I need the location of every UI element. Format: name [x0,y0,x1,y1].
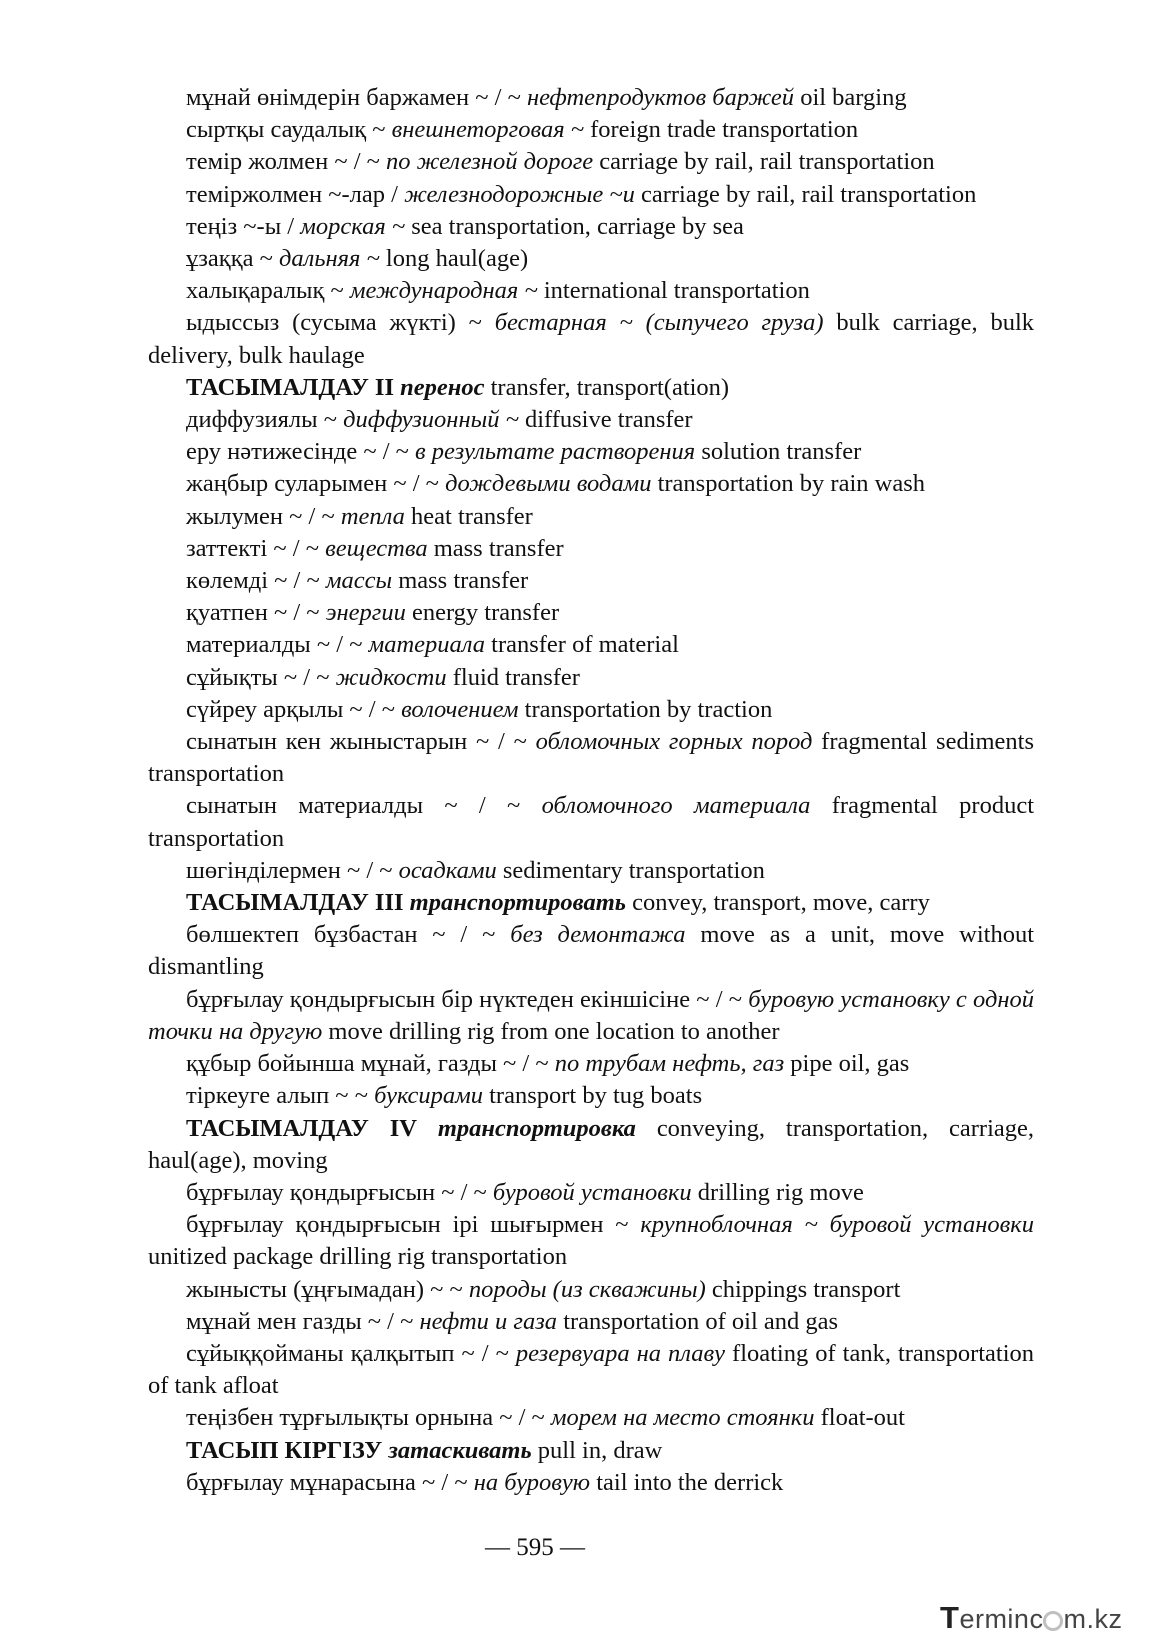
english-term: transportation by traction [524,695,773,723]
headword-entry [148,372,1034,404]
english-term: drilling rig move [697,1178,864,1206]
kazakh-term: мұнай өнімдерін баржамен ~ / ~ [186,84,521,111]
sub-entry [148,629,1034,661]
kazakh-term: шөгінділермен ~ / ~ [186,856,393,884]
english-term: transport by tug boats [489,1082,703,1110]
russian-term: жидкости [335,663,447,691]
sub-entry [148,82,1034,114]
english-term: fragmental sediments transportation [148,728,1035,788]
english-term: move as a unit, move without dismantling [148,921,1035,981]
kazakh-term: бұрғылау қондырғысын бір нүктеден екіншісіне ~ / ~ [186,985,743,1013]
russian-term: энергии [325,599,406,627]
russian-term: дождевыми водами [445,470,652,498]
russian-term: тепла [340,502,405,530]
headword: ТАСЫП КІРГІЗУ [186,1436,383,1464]
sub-entry [148,662,1034,694]
english-term: move drilling rig from one location to another [328,1017,780,1045]
russian-term: волочением [401,695,519,723]
kazakh-term: сұйықты ~ / ~ [186,663,330,691]
kazakh-term: еру нәтижесінде ~ / ~ [186,438,409,466]
russian-term: морская ~ [300,212,406,240]
dash-right: — [553,1534,585,1561]
sub-entry [148,114,1034,146]
russian-term: на буровую [473,1468,591,1496]
kazakh-term: темір жолмен ~ / ~ [186,148,380,176]
russian-term: резервуара на плаву [515,1339,726,1367]
sub-entry [148,1338,1034,1402]
sub-entry [148,790,1034,854]
english-term: mass transfer [433,534,564,562]
sub-entry [148,275,1034,307]
english-term: carriage by rail, rail transportation [599,148,935,176]
russian-term: международная ~ [349,277,538,305]
russian-term: породы (из скважины) [468,1275,706,1303]
kazakh-term: тіркеуге алып ~ ~ [186,1082,368,1110]
sub-entry [148,1177,1034,1209]
russian-term: по железной дороге [386,148,594,176]
english-term: sedimentary transportation [502,856,765,884]
russian-term: материала [368,631,486,659]
sub-entry [148,1080,1034,1112]
sub-entry [148,211,1034,243]
russian-term: внешнеторговая ~ [391,116,584,144]
russian-term: буровой установки [492,1178,692,1206]
headword-russian: затаскивать [388,1436,532,1464]
english-term: pull in, draw [537,1436,663,1464]
english-term: transportation by rain wash [657,470,925,498]
english-term: tail into the derrick [596,1468,784,1496]
page-number [0,1534,1070,1562]
sub-entry [148,146,1034,178]
english-term: pipe oil, gas [790,1050,910,1078]
english-term: float-out [820,1404,905,1432]
kazakh-term: көлемді ~ / ~ [186,567,320,595]
russian-term: дальняя ~ [279,245,380,273]
sub-entry [148,243,1034,275]
english-term: conveying, transportation, carriage, haul(age), moving [148,1114,1035,1174]
russian-term: железнодорожные ~и [404,180,635,208]
sub-entry [148,501,1034,533]
page-number-value: 595 [516,1534,554,1561]
kazakh-term: бұрғылау қондырғысын ірі шығырмен ~ [186,1211,629,1239]
english-term: transfer, transport(ation) [490,373,730,401]
termincom-logo [940,1600,1122,1636]
sub-entry [148,1306,1034,1338]
headword: ТАСЫМАЛДАУ III [186,889,404,917]
english-term: transportation of oil and gas [563,1307,839,1335]
russian-term: массы [325,567,393,595]
kazakh-term: сыртқы саудалық ~ [186,116,386,144]
english-term: diffusive transfer [524,406,693,434]
sub-entry [148,855,1034,887]
kazakh-term: бұрғылау қондырғысын ~ / ~ [186,1178,487,1206]
headword-entry [148,1435,1034,1467]
sub-entry [148,597,1034,629]
headword: ТАСЫМАЛДАУ IV [186,1114,417,1142]
english-term: oil barging [800,84,907,111]
russian-term: обломочных горных пород [535,728,813,756]
kazakh-term: сүйреу арқылы ~ / ~ [186,695,395,723]
russian-term: обломочного материала [541,792,811,820]
kazakh-term: сұйыққойманы қалқытып ~ / ~ [186,1339,509,1367]
kazakh-term: сынатын материалды ~ / ~ [186,792,521,820]
kazakh-term: бөлшектеп бұзбастан ~ / ~ [186,921,496,949]
kazakh-term: теңізбен тұрғылықты орнына ~ / ~ [186,1404,545,1432]
kazakh-term: халықаралық ~ [186,277,344,305]
kazakh-term: материалды ~ / ~ [186,631,363,659]
english-term: energy transfer [411,599,560,627]
kazakh-term: құбыр бойынша мұнай, газды ~ / ~ [186,1050,549,1078]
english-term: floating of tank, transportation of tank afloat [148,1339,1035,1400]
logo-text-2: m.kz [1063,1604,1123,1634]
english-term: fluid transfer [452,663,580,691]
kazakh-term: бұрғылау мұнарасына ~ / ~ [186,1468,468,1496]
kazakh-term: заттекті ~ / ~ [186,534,319,562]
russian-term: осадками [398,856,497,884]
logo-letter-t: T [940,1600,960,1635]
english-term: long haul(age) [385,245,529,273]
russian-term: нефти и газа [419,1307,558,1335]
russian-term: диффузионный ~ [343,406,519,434]
russian-term: по трубам нефть, газ [554,1050,785,1078]
kazakh-term: қуатпен ~ / ~ [186,599,320,627]
headword: ТАСЫМАЛДАУ II [186,373,394,401]
headword-russian: транспортировать [409,889,626,917]
russian-term: без демонтажа [510,921,686,949]
sub-entry [148,1467,1034,1499]
kazakh-term: теңіз ~-ы / [186,212,295,240]
headword-entry [148,887,1034,919]
sub-entry [148,919,1034,983]
russian-term: крупноблочная ~ буровой установки [640,1211,1034,1239]
logo-ring-icon [1043,1611,1063,1631]
kazakh-term: мұнай мен газды ~ / ~ [186,1307,414,1335]
headword-russian: перенос [400,373,485,401]
english-term: transfer of material [491,631,679,659]
russian-term: буксирами [374,1082,483,1110]
english-term: foreign trade transportation [590,116,859,144]
english-term: bulk carriage, bulk delivery, bulk haulage [148,309,1035,369]
kazakh-term: жылумен ~ / ~ [186,502,335,530]
kazakh-term: жаңбыр суларымен ~ / ~ [186,470,439,498]
sub-entry [148,726,1034,790]
sub-entry [148,1209,1034,1273]
kazakh-term: диффузиялы ~ [186,406,337,434]
english-term: convey, transport, move, carry [632,889,930,917]
kazakh-term: жынысты (ұңғымадан) ~ ~ [186,1275,463,1303]
dash-left: — [485,1534,517,1561]
sub-entry [148,565,1034,597]
sub-entry [148,468,1034,500]
logo-text-1: erminc [959,1604,1044,1634]
sub-entry [148,984,1034,1048]
english-term: heat transfer [411,502,533,530]
russian-term: нефтепродуктов баржей [526,84,795,111]
sub-entry [148,1274,1034,1306]
english-term: unitized package drilling rig transportation [148,1243,568,1271]
sub-entry [148,307,1034,371]
sub-entry [148,1402,1034,1434]
kazakh-term: теміржолмен ~-лар / [186,180,398,208]
english-term: chippings transport [711,1275,901,1303]
english-term: carriage by rail, rail transportation [640,180,977,208]
kazakh-term: ұзаққа ~ [186,245,273,273]
sub-entry [148,533,1034,565]
english-term: mass transfer [398,567,529,595]
sub-entry [148,179,1034,211]
russian-term: бестарная ~ (сыпучего груза) [494,309,824,337]
russian-term: в результате растворения [415,438,696,466]
sub-entry [148,1048,1034,1080]
english-term: solution transfer [701,438,862,466]
russian-term: вещества [325,534,428,562]
english-term: fragmental product transportation [148,792,1035,852]
kazakh-term: ыдыссыз (сусыма жүкті) ~ [186,309,482,337]
dictionary-text [148,82,1034,1499]
russian-term: буровую установку с одной точки на другую [148,985,1034,1045]
english-term: sea transportation, carriage by sea [411,212,744,240]
headword-russian: транспортировка [437,1114,636,1142]
russian-term: морем на место стоянки [550,1404,815,1432]
kazakh-term: сынатын кен жыныстарын ~ / ~ [186,728,527,756]
sub-entry [148,694,1034,726]
english-term: international transportation [543,277,810,305]
sub-entry [148,404,1034,436]
sub-entry [148,436,1034,468]
headword-entry [148,1113,1034,1177]
